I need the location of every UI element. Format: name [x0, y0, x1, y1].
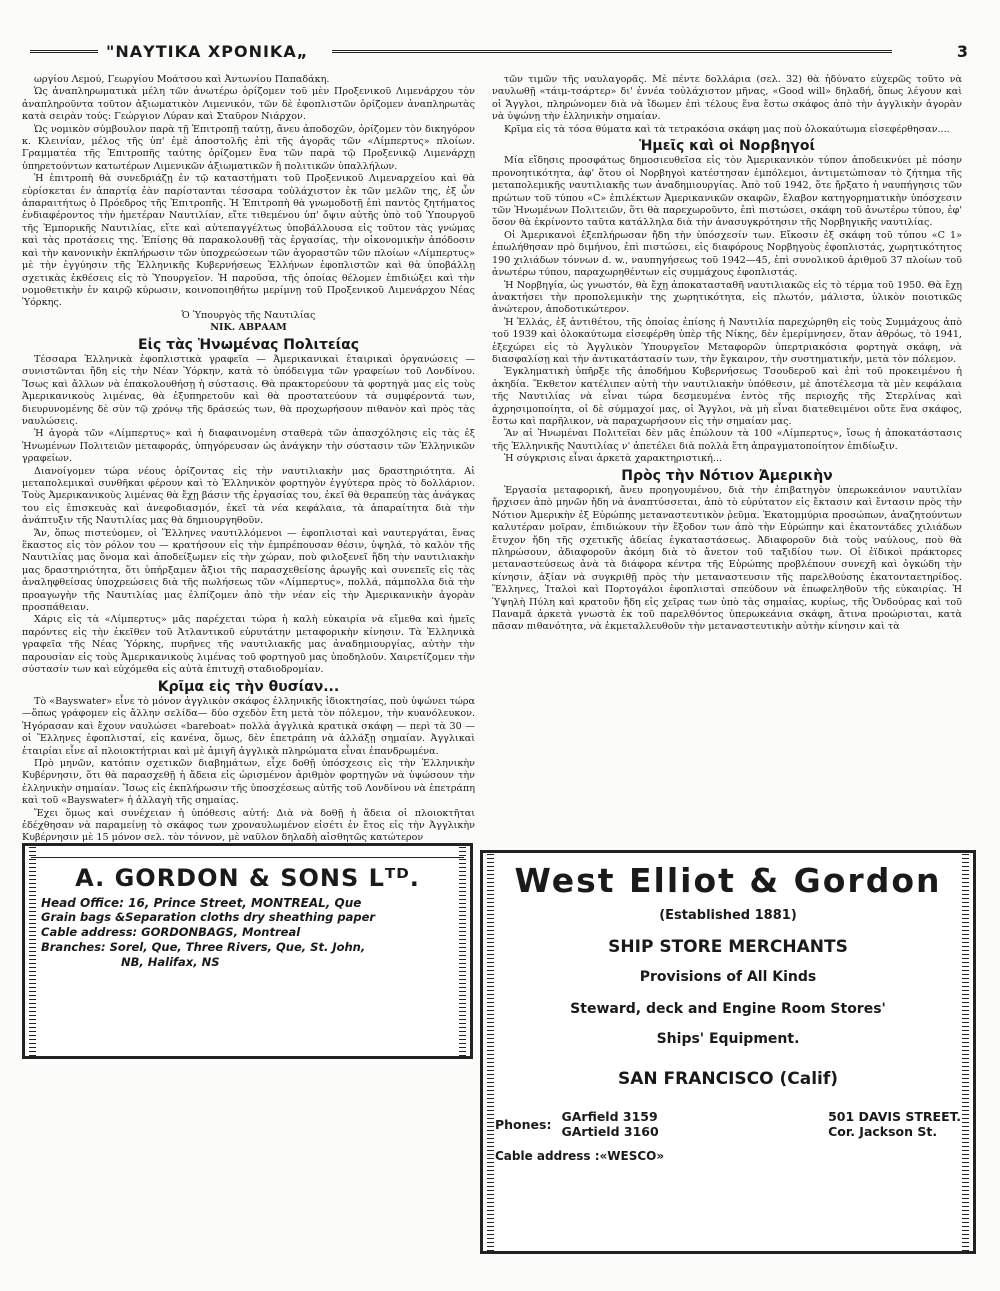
paragraph: Ἐγκληματικὴ ὑπῆρξε τῆς ἀποδήμου Κυβερνήσεως Τσουδεροῦ καὶ ἐπὶ τοῦ προκειμένου ἡ ἀκηδία. Ἔκθετον κατέλιπεν αὐτὴ τὴν ναυτιλιακὴν ὑπόθεσιν, μὲ ἀποτέλεσμα τὰ μὲν κεφάλαια τῆς Ναυτιλίας νὰ εἶναι τώρα δεσμευμένα ἐντὸς τῆς περιοχῆς τῆς Στερλίνας καὶ ἀχρησιμοποίητα, οἱ δὲ σύμμαχοί μας, οἱ Ἄγγλοι, νὰ μὴ εἶναι διατεθειμένοι οὔτε ἕνα σκάφος, ἔστω καὶ παρῆλικον, νὰ παραχωρήσουν εἰς τὴν σημαίαν μας.	[492, 366, 962, 427]
ad-phones-label: Phones:	[495, 1116, 552, 1132]
paragraph: Χάρις εἰς τὰ «Λίμπερτυς» μᾶς παρέχεται τώρα ἡ καλὴ εὐκαιρία νὰ εἴμεθα καὶ ἡμεῖς παρόντες εἰς τὴν ἐκεῖθεν τοῦ Ἀτλαντικοῦ εὐρυτάτην μεταφορικὴν κίνησιν. Τὰ Ἑλληνικὰ γραφεῖα τῆς Νέας Ὑόρκης, πυρῆνες τῆς ναυτιλιακῆς μας ἀναδημιουργίας, αὐτὴν τὴν παρουσίαν εἰς τοὺς Ἀμερικανικοὺς λιμένας τοῦ φορτηγοῦ μας ὑποδηλοῦν. Χαιρετίζομεν τὴν σύστασίν των καὶ εὐχόμεθα εἰς αὐτὰ ἐπιτυχῆ σταδιοδρομίαν.	[22, 614, 475, 676]
advertisement-west-elliot-gordon	[480, 850, 976, 1254]
ad-products: Grain bags &Separation cloths dry sheathing paper	[41, 910, 376, 924]
paragraph: Τέσσαρα Ἑλληνικὰ ἐφοπλιστικὰ γραφεῖα — Ἀμερικανικαὶ ἑταιρικαὶ ὀργανώσεις — συνιστῶνται ἤδη εἰς τὴν Νέαν Ὑόρκην, κατὰ τὸ ὑπόδειγμα τῶν γραφείων τοῦ Λονδίνου. Ἴσως καὶ ἄλλων νὰ ἐπακολουθήσῃ ἡ σύστασις. Θὰ πρακτορεύουν τὰ φορτηγὰ μας εἰς τοὺς Ἀμερικανικοὺς λιμένας, θὰ ἐξυπηρετοῦν καὶ θὰ προστατεύουν τὰ συμφέροντά των, διευρυνομένης δὲ σὺν τῷ χρόνῳ τῆς δράσεώς των, θὰ προχωρήσουν πιθανὸν καὶ πρὸς τὰς ναυλώσεις.	[22, 353, 475, 427]
section-heading: Ἡμεῖς καὶ οἱ Νορβηγοί	[639, 138, 815, 155]
paragraph: Ἡ Ἑλλάς, ἐξ ἀντιθέτου, τῆς ὁποίας ἐπίσης ἡ Ναυτιλία παρεχώρηθη εἰς τοὺς Συμμάχους ἀπὸ τοῦ 1939 καὶ ὁλοκαύτωμα εἰσεφέρθη ὑπὲρ τῆς Νίκης, δὲν ἐμερίμνησεν, ὅταν ἀθρόως, τὸ 1941, ἐξεχώρει εἰς τὸ Ἀγγλικὸν Ὑπουργεῖον Μεταφορῶν ὑπερτριακόσια φορτηγὰ σκάφη, νὰ διασφαλίσῃ καὶ τὴν ἀντικατάστασίν των, τὴν ἔγκαιρον, τὴν συστηματικήν, μετὰ τὸν πόλεμον.	[492, 316, 962, 365]
ad-phone-numbers	[561, 1109, 658, 1139]
ad-equipment: Ships' Equipment.	[656, 1031, 800, 1047]
paragraph: Οἱ Ἀμερικανοὶ ἐξεπλήρωσαν ἤδη τὴν ὑπόσχεσίν των. Εἴκοσιν ἐξ σκάφη τοῦ τύπου «C 1» ἐπωλήθησαν πρὸ διμήνου, ἐπὶ πιστώσει, εἰς διαφόρους Νορβηγοὺς ἐφοπλιστάς, χωρητικότητος 190 χιλιάδων τόννων d. w., ναυπηγήσεως τοῦ 1942—45, ἐπὶ συνολικοῦ ἀριθμοῦ 37 πλοίων τοῦ ἀνωτέρω τύπου, παραχωρηθέντων εἰς συμμάχους ἐφοπλιστάς.	[492, 229, 962, 279]
ad-phone-row	[483, 1109, 973, 1139]
ad-cable: Cable address: GORDONBAGS, Montreal	[41, 925, 301, 939]
paragraph: Ὡς ἀναπληρωματικὰ μέλη τῶν ἀνωτέρω ὁρίζομεν τοῦ μὲν Προξενικοῦ Λιμενάρχου τὸν ἀναπληροῦντα τοῦτον ἀξιωματικὸν Λιμενικόν, τῶν δὲ ἐφοπλιστῶν ὁρίζομεν ἀναπληρωτὰς κατὰ σειρὰν τούς: Γεώργιον Λύραν καὶ Σταῦρον Νιάρχον.	[22, 86, 475, 123]
paragraph: Ἂν αἱ Ἡνωμέναι Πολιτεῖαι δὲν μᾶς ἐπώλουν τὰ 100 «Λίμπερτυς», ἴσως ἡ ἀποκατάστασις τῆς Ἑλληνικῆς Ναυτιλίας ν' ἀπετέλει διὰ πολλὰ ἔτη ἀπραγματοποίητον ἐπιδίωξιν.	[492, 428, 962, 452]
advertisement-gordon-sons	[22, 843, 473, 1059]
left-column	[22, 74, 475, 844]
ad-ship-store: SHIP STORE MERCHANTS	[608, 937, 848, 957]
paragraph: Μία εἴδησις προσφάτως δημοσιευθεῖσα εἰς τὸν Ἀμερικανικὸν τύπον ἀποδεικνύει μὲ πόσην προνοητικότητα, ἀφ' ὅτου οἱ Νορβηγοὶ κατέστησαν ἐμπόλεμοι, ἀντιμετώπισαν τὸ ζήτημα τῆς μεταπολεμικῆς ναυτιλιακῆς των ἀναδημιουργίας. Ἀπὸ τοῦ 1942, ὅτε ἤρξατο ἡ ναυπήγησις τῶν πρώτων τοῦ τύπου «C» ἐπιλέκτων Ἀμερικανικῶν σκαφῶν, ἔλαβον κατηγορηματικὴν ὑπόσχεσιν τῶν Ἡνωμένων Πολιτειῶν, ὅτι θὰ παρεχωροῦντο, ἐπὶ πιστώσει, σκάφη τοῦ ἀνωτέρω τύπου, ἐφ' ὅσον θὰ ἐκρίνοντο ταῦτα κατάλληλα διὰ τὴν ἀνασυγκρότησιν τῆς Νορβηγικῆς ναυτιλίας.	[492, 155, 962, 229]
ad-provisions: Provisions of All Kinds	[639, 969, 817, 985]
ad-phone-2: GArtield 3160	[561, 1124, 659, 1139]
paragraph: Ἡ Νορβηγία, ὡς γνωστόν, θὰ ἔχῃ ἀποκατασταθῆ ναυτιλιακῶς εἰς τὸ τέρμα τοῦ 1950. Θὰ ἔχῃ ἀνακτήσει τὴν προπολεμικὴν της χωρητικότητα, εἰς πλωτόν, μάλιστα, ὑλικὸν ποιοτικῶς ἀνώτερον, ἀποδοτικώτερον.	[492, 279, 962, 316]
paragraph: Ἡ σύγκρισις εἶναι ἀρκετὰ χαρακτηριστική...	[504, 453, 722, 465]
ad-company-name: West Elliot & Gordon	[514, 861, 942, 900]
paragraph: τῶν τιμῶν τῆς ναυλαγορᾶς. Μὲ πέντε δολλάρια (σελ. 32) θὰ ἠδύνατο εὐχερῶς τοῦτο νὰ ναυλωθῇ «τάιμ-τσάρτερ» δι' ἐννέα τοὐλάχιστον μῆνας, «Good will» δηλαδή, ὅπως λέγουν καὶ οἱ Ἄγγλοι, πληρώνομεν διὰ νὰ ἴδωμεν ἐπὶ τέλους ἕνα ἔστω σκάφος ἀπὸ τὴν ἀγγλικὴν ἀγορὰν νὰ ὑψώνῃ τὴν ἑλληνικὴν σημαίαν.	[492, 74, 962, 123]
hatch-border-right	[962, 853, 969, 1251]
publication-title: "ΝΑΥΤΙΚΑ ΧΡΟΝΙΚΑ„	[106, 42, 309, 61]
signature-title: Ὁ Ὑπουργὸς τῆς Ναυτιλίας	[181, 309, 316, 321]
ad-address-1: 501 DAVIS STREET.	[828, 1109, 961, 1124]
ad-branches-cont: NB, Halifax, NS	[121, 955, 220, 969]
section-heading: Κρῖμα εἰς τὴν θυσίαν...	[157, 678, 340, 695]
section-heading: Εἰς τὰς Ἡνωμένας Πολιτείας	[137, 336, 360, 353]
ad-phone-1: GArfield 3159	[561, 1109, 658, 1124]
ad-city: SAN FRANCISCO (Calif)	[617, 1069, 839, 1089]
page-header	[30, 42, 970, 66]
ad-stores: Steward, deck and Engine Room Stores'	[570, 1001, 886, 1017]
hatch-border-left	[29, 846, 36, 1056]
right-column	[492, 74, 962, 834]
ad-established: (Established 1881)	[659, 908, 797, 923]
paragraph: Ὡς νομικὸν σύμβουλον παρὰ τῇ Ἐπιτροπῇ ταύτῃ, ἄνευ ἀποδοχῶν, ὁρίζομεν τὸν δικηγόρον κ. Κλεινίαν, μέλος τῆς ὑπ' ἐμὲ ἀποστολῆς ἐπὶ τῆς ἀγορᾶς τῶν «Λίμπερτυς» πλοίων. Γραμματέα τῆς Ἐπιτροπῆς ταύτης ὁρίζομεν ἕνα τῶν παρὰ τῷ Προξενικῷ Λιμενάρχῃ ὑπηρετούντων κατωτέρων Λιμενικῶν ἀξιωματικῶν ἢ πολιτικῶν ὑπαλλήλων.	[22, 123, 475, 172]
paragraph: Τὸ «Bayswater» εἶνε τὸ μόνον ἀγγλικὸν σκάφος ἑλληνικῆς ἰδιοκτησίας, ποὺ ὑψώνει τώρα —ὅπως γράφομεν εἰς ἄλλην σελίδα— δύο σχεδὸν ἔτη μετὰ τὸν πόλεμον, τὴν κυανόλευκον. Ἡγόρασαν καὶ ἔχουν ναυλώσει «bareboat» πολλὰ ἀγγλικὰ κρατικὰ σκάφη — περὶ τὰ 30 — οἱ Ἕλληνες ἐφοπλισταί, εἰς κανένα, ὅμως, δὲν ἐπετράπη νὰ ἀλλάξῃ σημαίαν. Ἀγγλικαὶ ἑταιρίαι εἶνε αἱ πλοιοκτήτριαι καὶ μὲ ἀμιγῆ ἀγγλικὰ πληρώματα εἶναι ἐπανδρωμένα.	[22, 695, 475, 757]
ad-phones	[495, 1109, 659, 1139]
hatch-border-left	[487, 853, 494, 1251]
ad-head-office: Head Office: 16, Prince Street, MONTREAL, Que	[41, 896, 362, 910]
page-number: 3	[956, 42, 968, 61]
ad-cable: Cable address :«WESCO»	[495, 1149, 665, 1163]
header-rule-left	[30, 50, 98, 53]
ad-company-name: A. GORDON & SONS Lᵀᴰ.	[75, 864, 420, 892]
ad-address-2: Cor. Jackson St.	[828, 1124, 938, 1139]
ad-branches: Branches: Sorel, Que, Three Rivers, Que, St. John,	[41, 940, 366, 954]
paragraph: Ἡ ἐπιτροπὴ θὰ συνεδριάζῃ ἐν τῷ καταστήματι τοῦ Προξενικοῦ Λιμεναρχείου καὶ θὰ εὑρίσκεται ἐν ἀπαρτίᾳ ἐὰν παρίστανται τέσσαρα τοὐλάχιστον ἐκ τῶν μελῶν της, ἐξ ὧν ἀπαραιτήτως ὁ Πρόεδρος τῆς Ἐπιτροπῆς. Ἡ Ἐπιτροπὴ θὰ γνωμοδοτῇ ἐπὶ παντὸς ζητήματος ἐνδιαφέροντος τὴν ἡμετέραν Ναυτιλίαν, εἴτε τιθεμένου ὑπ' ὄψιν αὐτῆς ὑπὸ τοῦ Ὑπουργοῦ τῆς Ἐμπορικῆς Ναυτιλίας, εἴτε καὶ αὐτεπαγγέλτως ὑποβάλλουσα εἰς τοῦτον τὰς γνώμας καὶ τὰς προτάσεις της. Ἐπίσης θὰ παρακολουθῇ τὰς ἐργασίας, τὴν οἰκονομικὴν ἀπόδοσιν καὶ τὴν κανονικὴν ἐκπλήρωσιν τῶν ὑποχρεώσεων τῶν ἀγοραστῶν τῶν πλοίων «Λίμπερτυς» μὲ τὴν ἐγγύησιν τῆς Ἑλληνικῆς Κυβερνήσεως Ἑλλήνων ἐφοπλιστῶν καὶ θὰ ὑποβάλλῃ σχετικὰς ἐκθέσεις εἰς τὸ Ὑπουργεῖον. Ἡ παροῦσα, τῆς ὁποίας θέλομεν ἐπιδιώξει καὶ τὴν νομοθετικὴν ἐν καιρῷ κύρωσιν, κοινοποιηθήτω μερίμνῃ τοῦ Προξενικοῦ Λιμενάρχου Νέας Ὑόρκης.	[22, 173, 475, 309]
paragraph: Ἔχει ὅμως καὶ συνέχειαν ἡ ὑπόθεσις αὐτή: Διὰ νὰ δοθῇ ἡ ἄδεια οἱ πλοιοκτῆται ἐδέχθησαν νὰ παραμείνῃ τὸ σκάφος των χροναυλωμένον εἰσέτι ἐν ἔτος εἰς τὴν Ἀγγλικὴν Κυβέρνησιν μὲ 15 μόνον σελ. τὸν τόννον, μὲ ναῦλον δηλαδὴ αἰσθητῶς κατώτερον	[22, 807, 475, 844]
header-rule-right	[332, 50, 892, 53]
signature-name: ΝΙΚ. ΑΒΡΑΑΜ	[210, 322, 287, 334]
ad-rule	[31, 849, 464, 858]
section-heading: Πρὸς τὴν Νότιον Ἀμερικὴν	[621, 467, 833, 484]
paragraph: Ἡ ἀγορὰ τῶν «Λίμπερτυς» καὶ ἡ διαφαινομένη σταθερὰ τῶν ἀπασχόλησις εἰς τὰς ἐξ Ἡνωμένων Πολιτειῶν μεταφοράς, ὑπηγόρευσαν ὡς ἀνάγκην τὴν σύστασιν τῶν Ἑλληνικῶν γραφείων.	[22, 428, 475, 465]
ad-address	[828, 1109, 961, 1139]
hatch-border-right	[459, 846, 466, 1056]
paragraph: Ἄν, ὅπως πιστεύομεν, οἱ Ἕλληνες ναυτιλλόμενοι — ἐφοπλισταὶ καὶ ναυτεργάται, ἕνας ἕκαστος εἰς τὸν ρόλον του — κρατήσουν εἰς τὴν ἐμπρέπουσαν θέσιν, ὑψηλά, τὸ καλὸν τῆς Ναυτιλίας μας ὄνομα καὶ ἀποδείξωμεν εἰς τὴν χώραν, ποὺ φιλοξενεῖ ἤδη τὴν ναυτιλιακὴν μας δραστηριότητα, ὅτι ὑπήρξαμεν ἄξιοι τῆς παρασχεθείσης ἀρωγῆς καὶ συνεπεῖς εἰς τὰς ἀναληφθείσας ὑποχρεώσεις διὰ τῆς πωλήσεως τῶν «Λίμπερτυς», πολλά, πάμπολλα διὰ τὴν προαγωγὴν τῆς Ναυτιλίας μας ἐλπίζομεν ἀπὸ τὴν νέαν εἰς τὴν Ἀμερικανικὴν ἀγορὰν προσπάθειαν.	[22, 527, 475, 614]
paragraph: Ἐργασία μεταφορική, ἄνευ προηγουμένου, διὰ τὴν ἐπιβατηγὸν ὑπερωκεάνιον ναυτιλίαν ἤρχισεν ἀπὸ μηνῶν ἤδη νὰ ἀναπτύσσεται, ἀπὸ τὸ εὐρύτατον εἰς ἔκτασιν καὶ ἔντασιν πρὸς τὴν Νότιον Ἀμερικὴν ἐξ Εὐρώπης μεταναστευτικὸν ῥεῦμα. Ἑκατομμύρια προσώπων, ἀναζητούντων καλυτέραν μοῖραν, ἐπιδιώκουν τὴν ἔξοδον των ἀπὸ τὴν Εὐρώπην καὶ ἑκατοντάδες χιλιάδων ἔτυχον ἤδη τῆς σχετικῆς ἀδείας ἐγκαταστάσεως. Ἀδιαφοροῦν διὰ τοὺς ναύλους, ποὺ θὰ πληρώσουν, ἀδιαφοροῦν ἀκόμη διὰ τὸ ἄνετον τοῦ ταξιδίου των. Οἱ ἐϊδικοὶ πράκτορες μεταναστεύσεως ἀνὰ τὰ διάφορα κέντρα τῆς Εὐρώπης προβλέπουν συνεχῆ καὶ ὀγκώδη τὴν κίνησιν, ἀξίαν νὰ συγκριθῇ πρὸς τὴν μεταναστευσιν τῆς παρελθούσης ἑκατονταετηρίδος. Ἕλληνες, Ἰταλοὶ καὶ Πορτογάλοι ἐφοπλισταὶ σπεύδουν νὰ ἐπωφεληθοῦν τῆς εὐκαιρίας. Ἡ Ὑψηλὴ Πύλη καὶ κρατοῦν ἤδη εἰς χεῖρας των ὑπὸ τὰς σημαίας, κυρίως, τῆς Ὁνδούρας καὶ τοῦ Παναμᾶ ἀρκετὰ γνωστὰ ἐκ τοῦ παρελθόντος ὑπερωκεάνια σκάφη, ἄτινα προώρισται, κατὰ πᾶσαν πιθανότητα, νὰ ἐκμεταλλευθοῦν τὴν μεταναστευτικὴν αὐτὴν κίνησιν καὶ τὰ	[492, 485, 962, 633]
paragraph: Πρὸ μηνῶν, κατόπιν σχετικῶν διαβημάτων, εἶχε δοθῇ ὑπόσχεσις εἰς τὴν Ἑλληνικὴν Κυβέρνησιν, ὅτι θὰ παρασχεθῇ ἡ ἄδεια εἰς ὡρισμένον ἀριθμὸν φορτηγῶν νὰ ὑψώσουν τὴν ἑλληνικὴν σημαίαν. Ἴσως εἰς ἐκπλήρωσιν τῆς ὑποσχέσεως αὐτῆς τοῦ Λονδίνου νὰ ἐπετράπη καὶ τοῦ «Bayswater» ἡ ἀλλαγὴ τῆς σημαίας.	[22, 757, 475, 807]
paragraph: Κρῖμα εἰς τὰ τόσα θύματα καὶ τὰ τετρακόσια σκάφη μας ποὺ ὁλοκαύτωμα εἰσεφέρθησαν....	[504, 123, 950, 135]
paragraph: ωργίου Λεμού, Γεωργίου Μοάτσου καὶ Ἀντωνίου Παπαδάκη.	[34, 74, 330, 85]
paragraph: Διανοίγομεν τώρα νέους ὁρίζοντας εἰς τὴν ναυτιλιακὴν μας δραστηριότητα. Αἱ μεταπολεμικαὶ συνθῆκαι φέρουν καὶ τὸ Ἑλληνικὸν φορτηγὸν ἐγγύτερα πρὸς τὸ δολλάριον. Τοὺς Ἀμερικανικοὺς λιμένας θὰ ἔχῃ βάσιν τῆς ἐργασίας του, ἐκεῖ θὰ θεραπεύῃ τὰς ἀνάγκας του εἰς ἐπισκευὰς καὶ ἀνεφοδιασμόν, ἐκεῖ τὰ νέα κεφάλαια, τὰ ἀπαραίτητα διὰ τὴν ἀνάπτυξιν τῆς Ναυτιλίας μας θὰ δημιουργηθοῦν.	[22, 465, 475, 527]
